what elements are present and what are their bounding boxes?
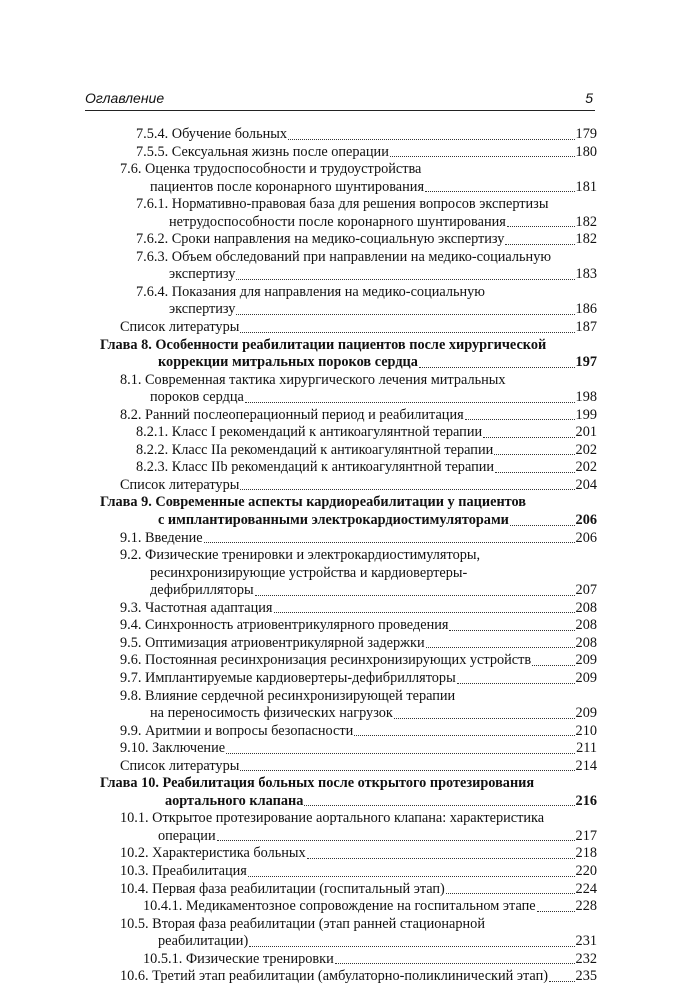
toc-entry-text: 7.6.1. Нормативно-правовая база для решения вопросов экспертизы [136, 196, 549, 213]
toc-entry-text: 9.1. Введение [120, 529, 203, 546]
toc-entry-text: 8.2.3. Класс IIb рекомендаций к антикоагулянтной терапии [136, 459, 495, 476]
dot-leader [549, 981, 575, 982]
toc-entry-text: 10.6. Третий этап реабилитации (амбулаторно-поликлинический этап) [120, 968, 548, 985]
dot-leader [494, 454, 574, 455]
toc-page-number: 179 [575, 126, 597, 142]
toc-entry-line [100, 670, 597, 688]
toc-entry-text: экспертизу [169, 266, 236, 283]
toc-entry [100, 407, 597, 425]
toc-entry-text: дефибрилляторы [150, 582, 254, 599]
toc-page-number: 202 [575, 441, 597, 458]
toc-page-number: 206 [575, 512, 597, 529]
toc-entry [100, 740, 597, 758]
toc-entry-text: 10.4. Первая фаза реабилитации (госпитальный этап) [120, 880, 445, 897]
toc-entry [100, 758, 597, 776]
toc-entry-text: 8.2.1. Класс I рекомендаций к антикоагулянтной терапии [136, 424, 483, 441]
toc-entry [100, 898, 597, 916]
toc-entry [100, 845, 597, 863]
toc-entry [100, 635, 597, 653]
toc-entry-text: 9.2. Физические тренировки и электрокардиостимуляторы, [120, 547, 481, 564]
toc-entry-text: Список литературы [120, 757, 240, 774]
toc-page-number: 211 [576, 740, 597, 757]
toc-entry-line [100, 705, 597, 723]
dot-leader [240, 489, 574, 490]
toc-entry-line [100, 810, 597, 828]
dot-leader [532, 665, 574, 666]
toc-entry-text: 9.8. Влияние сердечной ресинхронизирующей терапии [120, 687, 456, 704]
toc-entry-text: 9.5. Оптимизация атриовентрикулярной задержки [120, 634, 425, 651]
toc-entry-line [100, 845, 597, 863]
toc-entry-line [100, 688, 597, 706]
toc-page-number: 208 [575, 599, 597, 616]
toc-entry-text: 10.1. Открытое протезирование аортального клапана: характеристика [120, 810, 545, 827]
dot-leader [288, 139, 575, 140]
toc-entry [100, 231, 597, 249]
toc-entry-line [100, 301, 597, 319]
toc-page-number: 209 [575, 705, 597, 722]
dot-leader [510, 525, 575, 526]
dot-leader [304, 805, 574, 806]
toc-entry-line [100, 459, 597, 477]
toc-page-number: 181 [575, 178, 597, 195]
toc-entry [100, 424, 597, 442]
toc-page-number: 235 [575, 968, 597, 985]
toc-entry-line [100, 407, 597, 425]
toc-page-number: 209 [575, 652, 597, 669]
toc-entry-line [100, 582, 597, 600]
toc-page-number: 199 [575, 406, 597, 423]
toc-entry-line [100, 319, 597, 337]
toc-entry-text: 10.3. Преабилитация [120, 862, 247, 879]
toc-entry-text: 10.5.1. Физические тренировки [143, 950, 334, 967]
toc-entry-line [100, 389, 597, 407]
toc-entry-line [100, 793, 597, 811]
toc-page-number: 183 [575, 266, 597, 283]
toc-entry-text: пациентов после коронарного шунтирования [150, 178, 425, 195]
toc-page-number: 208 [575, 634, 597, 651]
toc-entry [100, 477, 597, 495]
toc-entry-text: 7.6.4. Показания для направления на медико-социальную [136, 283, 485, 300]
dot-leader [240, 332, 574, 333]
toc-entry [100, 723, 597, 741]
toc-entry [100, 249, 597, 284]
toc-page-number: 201 [575, 424, 597, 441]
toc-entry-line [100, 898, 597, 916]
toc-entry-line [100, 863, 597, 881]
toc-page-number: 182 [575, 231, 597, 248]
toc-entry [100, 881, 597, 899]
dot-leader [226, 753, 575, 754]
dot-leader [249, 946, 574, 947]
toc-entry [100, 916, 597, 951]
dot-leader [236, 279, 574, 280]
toc-entry-text: пороков сердца [150, 389, 244, 406]
toc-entry-line [100, 231, 597, 249]
toc-entry-text: 9.9. Аритмии и вопросы безопасности [120, 722, 354, 739]
dot-leader [255, 595, 575, 596]
toc-entry-line [100, 284, 597, 302]
dot-leader [307, 858, 575, 859]
toc-entry-line [100, 354, 597, 372]
toc-entry-line [100, 951, 597, 969]
dot-leader [354, 735, 574, 736]
dot-leader [240, 770, 574, 771]
toc-entry [100, 126, 597, 144]
toc-entry-text: 9.4. Синхронность атриовентрикулярного проведения [120, 617, 449, 634]
toc-entry [100, 968, 597, 986]
toc-page-number: 214 [575, 757, 597, 774]
toc-entry-line [100, 933, 597, 951]
toc-entry-line [100, 635, 597, 653]
toc-entry-line [100, 530, 597, 548]
toc-page-number: 180 [575, 143, 597, 160]
toc-entry-line [100, 723, 597, 741]
toc-entry-text: 9.3. Частотная адаптация [120, 599, 273, 616]
toc-entry-line [100, 442, 597, 460]
toc-entry-text: 9.6. Постоянная ресинхронизация ресинхронизирующих устройств [120, 652, 532, 669]
toc-entry-line [100, 968, 597, 986]
toc-entry [100, 530, 597, 548]
toc-page-number: 182 [575, 213, 597, 230]
dot-leader [537, 911, 575, 912]
dot-leader [426, 647, 575, 648]
dot-leader [507, 226, 575, 227]
toc-entry-text: 9.7. Имплантируемые кардиовертеры-дефибрилляторы [120, 669, 456, 686]
toc-entry-text: нетрудоспособности после коронарного шунтирования [169, 213, 506, 230]
toc-page-number: 220 [575, 862, 597, 879]
toc-page-number: 231 [575, 933, 597, 950]
dot-leader [457, 683, 575, 684]
toc-page-number: 224 [575, 880, 597, 897]
toc-page-number: 232 [575, 950, 597, 967]
toc-entry-line [100, 881, 597, 899]
dot-leader [425, 191, 575, 192]
toc-entry [100, 670, 597, 688]
toc-entry [100, 652, 597, 670]
toc-entry-text: 10.4.1. Медикаментозное сопровождение на госпитальном этапе [143, 898, 536, 915]
toc-page-number: 198 [575, 389, 597, 406]
toc-entry-line [100, 565, 597, 583]
toc-entry [100, 775, 597, 810]
toc-entry-line [100, 916, 597, 934]
running-header-page-number: 5 [585, 90, 593, 106]
dot-leader [483, 437, 574, 438]
toc-entry-text: на переносимость физических нагрузок [150, 705, 393, 722]
dot-leader [245, 402, 575, 403]
toc-entry-text: 8.2.2. Класс IIa рекомендаций к антикоагулянтной терапии [136, 441, 494, 458]
toc-entry-text: Глава 9. Современные аспекты кардиореабилитации у пациентов [100, 494, 527, 511]
toc-entry-text: 10.2. Характеристика больных [120, 845, 306, 862]
toc-entry-line [100, 337, 597, 355]
toc-entry-line [100, 249, 597, 267]
toc-page-number: 218 [575, 845, 597, 862]
toc-entry-line [100, 828, 597, 846]
toc-page-number: 210 [575, 722, 597, 739]
toc-entry [100, 319, 597, 337]
toc-entry [100, 600, 597, 618]
dot-leader [449, 630, 574, 631]
toc-entry-text: Список литературы [120, 476, 240, 493]
toc-page-number: 228 [575, 898, 597, 915]
toc-entry-line [100, 214, 597, 232]
toc-entry-text: 7.6. Оценка трудоспособности и трудоустройства [120, 161, 422, 178]
toc-entry [100, 688, 597, 723]
toc-entry [100, 161, 597, 196]
toc-entry [100, 951, 597, 969]
dot-leader [505, 244, 574, 245]
dot-leader [465, 419, 575, 420]
toc-entry-text: Список литературы [120, 319, 240, 336]
toc-entry [100, 196, 597, 231]
toc-entry [100, 494, 597, 529]
toc-entry-line [100, 758, 597, 776]
toc-entry [100, 144, 597, 162]
toc-entry-text: 7.5.5. Сексуальная жизнь после операции [136, 143, 389, 160]
toc-page-number: 217 [575, 827, 597, 844]
toc-entry-text: экспертизу [169, 301, 236, 318]
toc-entry-text: 8.1. Современная тактика хирургического лечения митральных [120, 371, 506, 388]
toc-entry [100, 372, 597, 407]
dot-leader [419, 367, 575, 368]
toc-entry-text: Глава 10. Реабилитация больных после открытого протезирования [100, 775, 535, 792]
toc-entry-line [100, 179, 597, 197]
toc-entry-text: ресинхронизирующие устройства и кардиовертеры- [150, 564, 468, 581]
toc-entry [100, 284, 597, 319]
toc-entry-text: 7.5.4. Обучение больных [136, 126, 287, 142]
toc-page-number: 207 [575, 582, 597, 599]
toc-entry-text: аортального клапана [165, 792, 304, 809]
toc-entry [100, 863, 597, 881]
toc-entry-text: 8.2. Ранний послеоперационный период и реабилитация [120, 406, 464, 423]
toc-entry-text: 9.10. Заключение [120, 740, 226, 757]
toc-entry-line [100, 617, 597, 635]
toc-entry-text: с имплантированными электрокардиостимуляторами [158, 512, 509, 529]
dot-leader [335, 963, 575, 964]
toc-entry-line [100, 161, 597, 179]
toc-entry-text: операции [158, 827, 216, 844]
toc-entry-line [100, 266, 597, 284]
toc-entry [100, 810, 597, 845]
toc-entry [100, 617, 597, 635]
table-of-contents [100, 126, 597, 986]
toc-entry-line [100, 126, 597, 144]
toc-page-number: 209 [575, 669, 597, 686]
toc-entry [100, 442, 597, 460]
running-header-title: Оглавление [85, 90, 165, 106]
running-header [85, 88, 595, 111]
toc-entry-text: 7.6.2. Сроки направления на медико-социальную экспертизу [136, 231, 505, 248]
toc-entry-line [100, 196, 597, 214]
dot-leader [390, 156, 575, 157]
toc-entry-line [100, 775, 597, 793]
toc-entry-line [100, 477, 597, 495]
toc-entry-text: 7.6.3. Объем обследований при направлении на медико-социальную [136, 248, 552, 265]
toc-entry-text: Глава 8. Особенности реабилитации пациентов после хирургической [100, 336, 547, 353]
dot-leader [248, 876, 575, 877]
dot-leader [236, 314, 574, 315]
toc-entry [100, 547, 597, 600]
toc-entry-line [100, 740, 597, 758]
toc-entry-line [100, 512, 597, 530]
toc-page-number: 206 [575, 529, 597, 546]
toc-entry-line [100, 372, 597, 390]
dot-leader [274, 612, 575, 613]
toc-entry-line [100, 424, 597, 442]
dot-leader [495, 472, 574, 473]
toc-page-number: 216 [575, 792, 597, 809]
toc-entry-text: реабилитации) [158, 933, 249, 950]
toc-entry-line [100, 652, 597, 670]
dot-leader [217, 840, 575, 841]
toc-entry-line [100, 547, 597, 565]
dot-leader [394, 718, 575, 719]
toc-page-number: 202 [575, 459, 597, 476]
toc-page-number: 187 [575, 319, 597, 336]
toc-entry [100, 337, 597, 372]
toc-entry-text: 10.5. Вторая фаза реабилитации (этап ранней стационарной [120, 915, 485, 932]
toc-entry-line [100, 494, 597, 512]
toc-page-number: 186 [575, 301, 597, 318]
dot-leader [446, 893, 575, 894]
toc-entry-line [100, 144, 597, 162]
toc-entry [100, 459, 597, 477]
toc-page-number: 197 [575, 354, 597, 371]
toc-page-number: 208 [575, 617, 597, 634]
toc-entry-line [100, 600, 597, 618]
toc-page-number: 204 [575, 476, 597, 493]
toc-entry-text: коррекции митральных пороков сердца [158, 354, 418, 371]
dot-leader [204, 542, 575, 543]
